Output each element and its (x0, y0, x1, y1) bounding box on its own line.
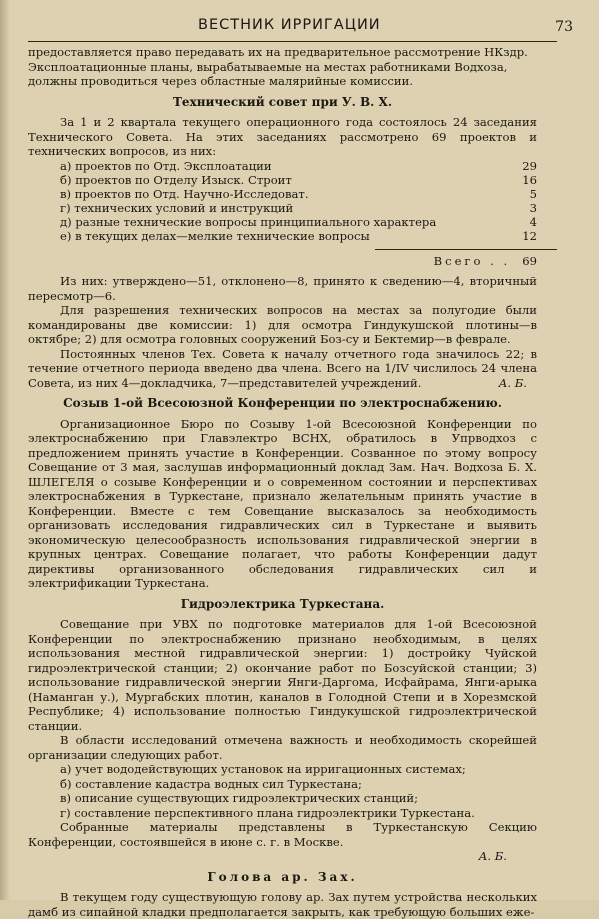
intro-line: Эксплоатационные планы, вырабатываемые на местах работниками Водхоза, (28, 59, 508, 74)
total-rule (375, 249, 557, 250)
list-item (60, 229, 537, 243)
tech-council-paragraph: Из них: утверждено—51, отклонено—8, принято к сведению—4, вторичный пересмотр—6. (28, 274, 537, 303)
list-item (60, 173, 537, 187)
section-title-zakh: Голова ар. Зах. (207, 869, 358, 884)
list-item-value: 12 (522, 229, 537, 244)
list-item-label: д) разные технические вопросы принципиального характера (60, 215, 437, 230)
list-item: г) составление перспективного плана гидроэлектрики Туркестана. (60, 805, 475, 820)
list-item-label: б) проектов по Отделу Изыск. Строит (60, 172, 292, 187)
list-item-value: 29 (522, 158, 537, 173)
running-title: ВЕСТНИК ИРРИГАЦИИ (198, 17, 381, 33)
list-item-value: 4 (529, 215, 537, 230)
list-item (60, 215, 537, 229)
list-item (60, 201, 537, 215)
list-item: в) описание существующих гидроэлектрических станций; (60, 791, 419, 806)
hydroelectric-paragraph: В области исследований отмечена важность и необходимость скорейшей организации следующих работ. (28, 733, 537, 762)
list-item-label: е) в текущих делах—мелкие технические вопросы (60, 229, 370, 244)
projects-list (60, 159, 537, 244)
list-item: а) учет вододействующих установок на ирригационных системах; (60, 762, 466, 777)
section-title-conference: Созыв 1-ой Всесоюзной Конференции по электроснабжению. (63, 396, 502, 411)
list-item (60, 159, 537, 173)
header-rule (28, 41, 557, 42)
list-item (60, 187, 537, 201)
intro-line: предоставляется право передавать их на предварительное рассмотрение НКздр. (28, 45, 528, 59)
total-label: Всего . . (433, 253, 511, 268)
list-item-label: а) проектов по Отд. Эксплоатации (60, 158, 272, 173)
total-value: 69 (522, 253, 537, 268)
page-header (28, 0, 573, 45)
page-spine-shadow (0, 0, 10, 900)
list-item: б) составление кадастра водных сил Туркестана; (60, 776, 362, 791)
conference-paragraph: Организационное Бюро по Созыву 1-ой Всесоюзной Конференции по электроснабжению при Главэлектро ВСНХ, обратилось в Упрводхоз с предложением принять участие в Конференции. Созванное по этому вопросу Совещание от 3 мая, заслушав информационный доклад Зам. Нач. Водхоза Б. Х. ШЛЕГЕЛЯ о созыве Конференции и о современном состоянии и перспективах электроснабжения в Туркестане, признало желательным принять участие в Конференции. Вместе с тем Совещание высказалось за необходимость организовать исследования гидравлических сил в Туркестане и выявить экономическую целесообразность использования гидравлической энергии в крупных центрах. Совещание полагает, что работы Конференции дадут директивы организованного обследования гидравлических сил и электрификации Туркестана. (28, 416, 537, 591)
list-item-value: 16 (522, 172, 537, 187)
total-row (28, 254, 537, 269)
list-item-label: в) проектов по Отд. Научно-Исследоват. (60, 186, 309, 201)
hydroelectric-paragraph: Совещание при УВХ по подготовке материалов для 1-ой Всесоюзной Конференции по электроснабжению признано необходимым, в целях использования местной гидравлической энергии: 1) достройку Чуйской гидроэлектрической станции; 2) окончание работ по Бозсуйской станции; 3) использование гидравлической энергии Янги-Даргома, Исфайрама, Янги-арыка (Наманган у.), Мургабских плотин, каналов в Голодной Степи и в Хорезмской Республике; 4) использование полностью Гиндукушской гидроэлектрической станции. (28, 617, 537, 733)
page-number: 73 (555, 19, 573, 35)
list-item-value: 5 (529, 186, 537, 201)
tech-council-paragraph (28, 347, 537, 391)
section-title-tech-council: Технический совет при У. В. Х. (173, 94, 392, 109)
list-item-label: г) технических условий и инструкций (60, 201, 294, 216)
tech-council-members-text: Постоянных членов Тех. Совета к началу отчетного года значилось 22; в течение отчетного периода введено два члена. Всего на 1/IV числилось 24 члена Совета, из них 4—докладчика, 7—представителей учреждений. (28, 346, 537, 390)
intro-line: должны проводиться через областные малярийные комиссии. (28, 74, 414, 88)
tech-council-paragraph: Для разрешения технических вопросов на местах за полугодие были командированы две комиссии: 1) для осмотра Гиндукушской плотины—в октябре; 2) для осмотра головных сооружений Боз-су и Бектемир—в феврале. (28, 303, 537, 347)
section-title-hydroelectric: Гидроэлектрика Туркестана. (180, 596, 385, 611)
research-list (60, 762, 537, 820)
list-item-value: 3 (529, 201, 537, 216)
signature: А. Б. (478, 849, 507, 864)
signature: А. Б. (498, 375, 527, 390)
hydroelectric-paragraph: Собранные материалы представлены в Туркестанскую Секцию Конференции, состоявшейся в июне с. г. в Москве. (28, 820, 537, 849)
zakh-paragraph: В текущем году существующую голову ар. Зах путем устройства нескольких дамб из сипайной кладки предполагается закрыть, как требующую больших еже- (28, 890, 537, 919)
tech-council-paragraph: За 1 и 2 квартала текущего операционного года состоялось 24 заседания Технического Совета. На этих заседаниях рассмотрено 69 проектов и технических вопросов, из них: (28, 115, 537, 158)
